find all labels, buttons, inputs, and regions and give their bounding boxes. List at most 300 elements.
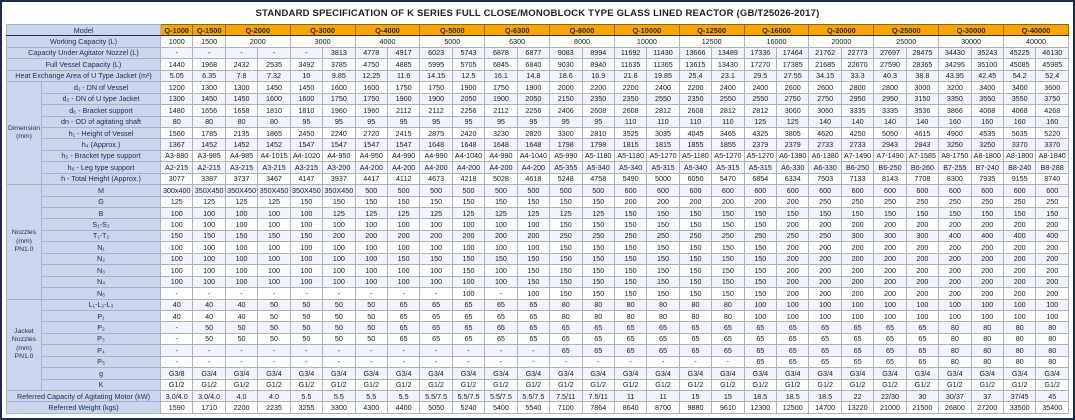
data-cell: G3/4 bbox=[874, 368, 906, 379]
data-cell: 200 bbox=[809, 288, 841, 299]
data-cell: 50 bbox=[323, 322, 355, 333]
data-cell: B8-288 bbox=[1036, 162, 1069, 173]
data-cell: 4535 bbox=[971, 127, 1003, 138]
data-cell: G3/4 bbox=[517, 368, 549, 379]
data-cell: 100 bbox=[225, 208, 257, 219]
data-cell: 1750 bbox=[355, 93, 387, 104]
data-cell: 65 bbox=[517, 299, 549, 310]
row-label: M bbox=[42, 185, 161, 196]
data-cell: 5.5 bbox=[355, 391, 387, 402]
data-cell: 42.45 bbox=[971, 70, 1003, 81]
data-cell: 150 bbox=[452, 265, 484, 276]
data-cell: 350X450 bbox=[259, 185, 289, 195]
data-cell: 200 bbox=[809, 265, 841, 276]
data-cell: 1367 bbox=[161, 139, 193, 150]
data-cell: 150 bbox=[582, 242, 614, 253]
data-cell: 150 bbox=[1003, 208, 1035, 219]
data-cell: 33.3 bbox=[841, 70, 873, 81]
data-cell: 65 bbox=[679, 345, 711, 356]
data-cell: 80 bbox=[939, 322, 971, 333]
data-cell: 150 bbox=[550, 253, 582, 264]
data-cell: 150 bbox=[647, 242, 679, 253]
data-cell: 40 bbox=[193, 310, 225, 321]
data-cell: 200 bbox=[841, 288, 873, 299]
data-cell: 95 bbox=[420, 116, 452, 127]
data-cell: - bbox=[679, 356, 711, 367]
data-cell: G1/2 bbox=[939, 379, 971, 390]
data-cell: 100 bbox=[355, 253, 387, 264]
data-cell: - bbox=[582, 356, 614, 367]
data-cell: 21500 bbox=[906, 402, 938, 413]
data-cell: 18.5 bbox=[777, 391, 809, 402]
data-cell: G1/2 bbox=[517, 379, 549, 390]
data-cell: 100 bbox=[809, 310, 841, 321]
data-cell: G3/4 bbox=[582, 368, 614, 379]
data-cell: 4.0 bbox=[225, 391, 257, 402]
data-cell: 80 bbox=[647, 310, 679, 321]
data-cell: 11430 bbox=[647, 47, 679, 58]
data-cell: 13666 bbox=[679, 47, 711, 58]
data-cell: 50 bbox=[225, 333, 257, 344]
data-cell: 200 bbox=[1036, 219, 1069, 230]
data-cell: 100 bbox=[1003, 299, 1035, 310]
data-cell: 12.5 bbox=[452, 70, 484, 81]
data-cell: 40.3 bbox=[874, 70, 906, 81]
model-header: Q-10000 bbox=[614, 25, 679, 36]
data-cell: 250 bbox=[550, 230, 582, 241]
data-cell: G1/2 bbox=[323, 379, 355, 390]
data-cell: 65 bbox=[582, 322, 614, 333]
data-cell: 2200 bbox=[679, 82, 711, 93]
data-cell: 150 bbox=[712, 276, 744, 287]
data-cell: 200 bbox=[939, 253, 971, 264]
data-cell: 14700 bbox=[809, 402, 841, 413]
data-cell: 65 bbox=[744, 345, 776, 356]
data-cell: 2733 bbox=[841, 139, 873, 150]
data-cell: 27200 bbox=[971, 402, 1003, 413]
data-cell: 12.25 bbox=[355, 70, 387, 81]
data-cell: 150 bbox=[582, 265, 614, 276]
data-cell: 140 bbox=[841, 116, 873, 127]
data-cell: 500 bbox=[517, 185, 549, 196]
data-cell: 150 bbox=[744, 265, 776, 276]
data-cell: 34295 bbox=[939, 59, 971, 70]
data-cell: 21.8 bbox=[614, 70, 646, 81]
data-cell: 3387 bbox=[193, 173, 225, 184]
data-cell: 150 bbox=[647, 219, 679, 230]
data-cell: 65 bbox=[420, 322, 452, 333]
data-cell: 50 bbox=[323, 310, 355, 321]
data-cell: 50 bbox=[290, 333, 322, 344]
data-cell: - bbox=[193, 356, 225, 367]
data-cell: 65 bbox=[874, 345, 906, 356]
data-cell: 100 bbox=[258, 276, 290, 287]
data-cell: 2150 bbox=[550, 93, 582, 104]
data-cell: 13489 bbox=[712, 47, 744, 58]
data-cell: 100 bbox=[420, 276, 452, 287]
data-cell: 6840 bbox=[517, 59, 549, 70]
data-cell: 200 bbox=[906, 219, 938, 230]
data-cell: - bbox=[712, 356, 744, 367]
data-cell: 200 bbox=[485, 230, 517, 241]
data-cell: 27590 bbox=[874, 59, 906, 70]
data-cell: 100 bbox=[517, 288, 549, 299]
model-header: Q-4000 bbox=[355, 25, 420, 36]
data-cell: G3/4 bbox=[355, 368, 387, 379]
data-cell: 16.9 bbox=[582, 70, 614, 81]
data-cell: 4885 bbox=[387, 59, 419, 70]
data-cell: 2420 bbox=[452, 127, 484, 138]
data-cell: A6-330 bbox=[777, 162, 809, 173]
data-cell: G1/2 bbox=[614, 379, 646, 390]
data-cell: 4147 bbox=[290, 173, 322, 184]
data-cell: 80 bbox=[582, 310, 614, 321]
data-cell: 12300 bbox=[744, 402, 776, 413]
working-capacity-cell: 8000 bbox=[550, 36, 615, 47]
data-cell: 65 bbox=[550, 322, 582, 333]
data-cell: 250 bbox=[971, 196, 1003, 207]
data-cell: 125 bbox=[387, 208, 419, 219]
data-cell: 80 bbox=[1003, 322, 1035, 333]
data-cell: 150 bbox=[777, 208, 809, 219]
working-capacity-cell: 2000 bbox=[225, 36, 290, 47]
data-cell: 200 bbox=[777, 196, 809, 207]
data-cell: 150 bbox=[971, 208, 1003, 219]
data-cell: 100 bbox=[161, 208, 193, 219]
data-cell: 150 bbox=[679, 242, 711, 253]
data-cell: 200 bbox=[679, 196, 711, 207]
data-cell: 65 bbox=[809, 333, 841, 344]
data-cell: 150 bbox=[647, 208, 679, 219]
data-cell: 95 bbox=[550, 116, 582, 127]
data-cell: 5.5 bbox=[290, 391, 322, 402]
data-cell: 65 bbox=[420, 299, 452, 310]
data-cell: - bbox=[485, 345, 517, 356]
row-label: N₂ bbox=[42, 253, 161, 264]
data-cell: 200 bbox=[841, 265, 873, 276]
data-cell: G3/4 bbox=[225, 368, 257, 379]
data-cell: A4-950 bbox=[355, 150, 387, 161]
data-cell: 200 bbox=[971, 265, 1003, 276]
data-cell: 65 bbox=[550, 333, 582, 344]
data-cell: 9610 bbox=[712, 402, 744, 413]
data-cell: 200 bbox=[647, 196, 679, 207]
data-cell: 200 bbox=[939, 288, 971, 299]
working-capacity-cell: 20000 bbox=[809, 36, 874, 47]
working-capacity-cell: 5000 bbox=[420, 36, 485, 47]
data-cell: 80 bbox=[971, 333, 1003, 344]
data-cell: 80 bbox=[1003, 345, 1035, 356]
data-cell: 1547 bbox=[387, 139, 419, 150]
data-cell: G3/4 bbox=[679, 368, 711, 379]
data-cell: 100 bbox=[939, 299, 971, 310]
data-cell: 600 bbox=[744, 185, 776, 196]
data-cell: 100 bbox=[874, 310, 906, 321]
data-cell: 6023 bbox=[420, 47, 452, 58]
data-cell: 500 bbox=[355, 185, 387, 196]
data-cell: - bbox=[485, 288, 517, 299]
data-cell: 46130 bbox=[1036, 47, 1069, 58]
data-cell: 2200 bbox=[582, 82, 614, 93]
data-cell: 100 bbox=[1003, 310, 1035, 321]
data-cell: 5028 bbox=[485, 173, 517, 184]
data-cell: 100 bbox=[225, 242, 257, 253]
data-cell: G3/4 bbox=[906, 368, 938, 379]
data-cell: - bbox=[420, 356, 452, 367]
data-cell: 65 bbox=[777, 356, 809, 367]
model-header: Q-25000 bbox=[874, 25, 939, 36]
data-cell: 150 bbox=[485, 253, 517, 264]
working-capacity-cell: 25000 bbox=[874, 36, 939, 47]
data-cell: 125 bbox=[258, 196, 290, 207]
data-cell: 100 bbox=[939, 310, 971, 321]
data-cell: 15 bbox=[679, 391, 711, 402]
data-cell: 200 bbox=[1036, 276, 1069, 287]
data-cell: A4-200 bbox=[420, 162, 452, 173]
data-cell: 400 bbox=[1003, 230, 1035, 241]
data-cell: 7935 bbox=[971, 173, 1003, 184]
data-cell: 200 bbox=[1003, 253, 1035, 264]
data-cell: 200 bbox=[939, 276, 971, 287]
data-cell: G1/2 bbox=[1003, 379, 1035, 390]
data-cell: 140 bbox=[906, 116, 938, 127]
data-cell: 2400 bbox=[712, 82, 744, 93]
data-cell: 150 bbox=[258, 230, 290, 241]
data-cell: 50 bbox=[258, 333, 290, 344]
data-cell: 150 bbox=[744, 242, 776, 253]
group-label: Dimension (mm) bbox=[7, 82, 42, 185]
data-cell: 4615 bbox=[906, 127, 938, 138]
data-cell: 150 bbox=[290, 196, 322, 207]
data-cell: 7503 bbox=[809, 173, 841, 184]
data-cell: 80 bbox=[1036, 345, 1069, 356]
data-cell: 2535 bbox=[258, 59, 290, 70]
data-cell: 100 bbox=[225, 253, 257, 264]
data-cell: - bbox=[323, 345, 355, 356]
data-cell: A3-215 bbox=[225, 162, 257, 173]
data-cell: 80 bbox=[971, 345, 1003, 356]
data-cell: 3300 bbox=[550, 127, 582, 138]
data-cell: 22670 bbox=[841, 59, 873, 70]
data-cell: 50 bbox=[290, 310, 322, 321]
data-cell: 2720 bbox=[355, 127, 387, 138]
data-cell: 65 bbox=[452, 310, 484, 321]
data-cell: 7.8 bbox=[225, 70, 257, 81]
data-cell: 150 bbox=[420, 253, 452, 264]
data-cell: 3536 bbox=[906, 105, 938, 116]
data-cell: 3250 bbox=[971, 139, 1003, 150]
row-label: d₂ - DN of U type Jacket bbox=[42, 93, 161, 104]
data-cell: 65 bbox=[452, 333, 484, 344]
data-cell: 1547 bbox=[290, 139, 322, 150]
data-cell: 80 bbox=[712, 310, 744, 321]
data-cell: 45985 bbox=[1036, 59, 1069, 70]
data-cell: 150 bbox=[614, 276, 646, 287]
working-capacity-cell: 1500 bbox=[193, 36, 225, 47]
data-cell: 300 bbox=[841, 230, 873, 241]
data-cell: G1/2 bbox=[582, 379, 614, 390]
data-cell: 65 bbox=[517, 322, 549, 333]
data-cell: 200 bbox=[1003, 242, 1035, 253]
data-cell: 3077 bbox=[161, 173, 193, 184]
data-cell: A4-990 bbox=[387, 150, 419, 161]
data-cell: 26800 bbox=[939, 402, 971, 413]
data-cell: 3813 bbox=[323, 47, 355, 58]
data-cell: 600 bbox=[712, 185, 744, 196]
data-cell: 95 bbox=[387, 116, 419, 127]
data-cell: 12500 bbox=[777, 402, 809, 413]
model-header: Q-6300 bbox=[485, 25, 550, 36]
data-cell: 100 bbox=[452, 219, 484, 230]
data-cell: 28365 bbox=[906, 59, 938, 70]
data-cell: 65 bbox=[874, 356, 906, 367]
data-cell: B7-255 bbox=[939, 162, 971, 173]
data-cell: 100 bbox=[258, 219, 290, 230]
data-cell: 200 bbox=[906, 288, 938, 299]
data-cell: 14.15 bbox=[420, 70, 452, 81]
data-cell: A5-355 bbox=[550, 162, 582, 173]
data-cell: 2235 bbox=[258, 402, 290, 413]
data-cell: 5470 bbox=[712, 173, 744, 184]
row-label: g bbox=[42, 368, 161, 379]
data-cell: 4417 bbox=[355, 173, 387, 184]
data-cell: 7.5/11 bbox=[582, 391, 614, 402]
data-cell: 200 bbox=[1003, 219, 1035, 230]
data-cell: - bbox=[258, 345, 290, 356]
data-cell: 100 bbox=[777, 299, 809, 310]
data-cell: 2943 bbox=[906, 139, 938, 150]
data-cell: 150 bbox=[193, 230, 225, 241]
data-cell: 65 bbox=[420, 333, 452, 344]
data-cell: - bbox=[517, 345, 549, 356]
data-cell: A8-1840 bbox=[1036, 150, 1069, 161]
data-cell: 4618 bbox=[517, 173, 549, 184]
data-cell: B8-240 bbox=[1003, 162, 1035, 173]
data-cell: 100 bbox=[452, 288, 484, 299]
data-cell: G3/4 bbox=[1003, 368, 1035, 379]
data-cell: A6-1380 bbox=[777, 150, 809, 161]
data-cell: 28475 bbox=[906, 47, 938, 58]
data-cell: 200 bbox=[874, 265, 906, 276]
data-cell: 1600 bbox=[258, 93, 290, 104]
data-cell: 100 bbox=[387, 242, 419, 253]
data-cell: 3200 bbox=[939, 82, 971, 93]
data-cell: 65 bbox=[744, 356, 776, 367]
data-cell: 17464 bbox=[777, 47, 809, 58]
data-cell: 100 bbox=[906, 299, 938, 310]
data-cell: 5000 bbox=[647, 173, 679, 184]
row-label: P₁ bbox=[42, 310, 161, 321]
data-cell: 1452 bbox=[225, 139, 257, 150]
data-cell: 100 bbox=[258, 265, 290, 276]
data-cell: 100 bbox=[355, 219, 387, 230]
data-cell: 2812 bbox=[647, 105, 679, 116]
data-cell: - bbox=[193, 47, 225, 58]
data-cell: 80 bbox=[1003, 356, 1035, 367]
data-cell: 1750 bbox=[485, 82, 517, 93]
data-cell: 2256 bbox=[452, 105, 484, 116]
data-cell: 150 bbox=[550, 219, 582, 230]
data-cell: A4-985 bbox=[225, 150, 257, 161]
data-cell: 2350 bbox=[614, 93, 646, 104]
data-cell: - bbox=[161, 322, 193, 333]
data-cell: 35100 bbox=[971, 59, 1003, 70]
data-cell: 4917 bbox=[387, 47, 419, 58]
data-cell: 18.6 bbox=[550, 70, 582, 81]
data-cell: 2750 bbox=[809, 93, 841, 104]
data-cell: 150 bbox=[874, 208, 906, 219]
row-label: Working Capacity (L) bbox=[7, 36, 161, 47]
data-cell: 16.1 bbox=[485, 70, 517, 81]
data-cell: 250 bbox=[582, 230, 614, 241]
data-cell: 100 bbox=[225, 276, 257, 287]
data-cell: 600 bbox=[614, 185, 646, 196]
data-cell: 65 bbox=[906, 345, 938, 356]
data-cell: G1/2 bbox=[290, 379, 322, 390]
data-cell: 80 bbox=[582, 299, 614, 310]
data-cell: 100 bbox=[420, 242, 452, 253]
data-cell: A5-1270 bbox=[712, 150, 744, 161]
working-capacity-cell: 1000 bbox=[161, 36, 193, 47]
data-cell: 100 bbox=[485, 265, 517, 276]
data-cell: A5-315 bbox=[744, 162, 776, 173]
data-cell: 80 bbox=[1036, 322, 1069, 333]
data-cell: 1600 bbox=[355, 82, 387, 93]
data-cell: 80 bbox=[225, 116, 257, 127]
data-cell: G1/2 bbox=[841, 379, 873, 390]
data-cell: A5-340 bbox=[679, 162, 711, 173]
data-cell: 2050 bbox=[452, 93, 484, 104]
data-cell: 50 bbox=[355, 310, 387, 321]
data-cell: 200 bbox=[517, 230, 549, 241]
data-cell: A4-200 bbox=[387, 162, 419, 173]
data-cell: 80 bbox=[161, 116, 193, 127]
data-cell: 150 bbox=[582, 253, 614, 264]
data-cell: 100 bbox=[193, 253, 225, 264]
data-cell: 150 bbox=[323, 196, 355, 207]
data-cell: 100 bbox=[225, 265, 257, 276]
data-cell: - bbox=[225, 288, 257, 299]
data-cell: 35400 bbox=[1036, 402, 1069, 413]
data-cell: 5.05 bbox=[161, 70, 193, 81]
data-cell: 9155 bbox=[1003, 173, 1035, 184]
data-cell: 1450 bbox=[193, 93, 225, 104]
data-cell: 65 bbox=[777, 345, 809, 356]
data-cell: 65 bbox=[614, 322, 646, 333]
data-cell: 100 bbox=[323, 219, 355, 230]
data-cell: 100 bbox=[258, 242, 290, 253]
data-cell: 150 bbox=[614, 242, 646, 253]
data-cell: 5635 bbox=[1003, 127, 1035, 138]
data-cell: 65 bbox=[777, 322, 809, 333]
data-cell: 125 bbox=[225, 196, 257, 207]
data-cell: 65 bbox=[712, 345, 744, 356]
data-cell: A4-200 bbox=[355, 162, 387, 173]
data-cell: 50 bbox=[258, 322, 290, 333]
data-cell: - bbox=[225, 356, 257, 367]
data-cell: G3/4 bbox=[485, 368, 517, 379]
data-cell: 5.5/7.5 bbox=[485, 391, 517, 402]
data-cell: 2733 bbox=[809, 139, 841, 150]
data-cell: 1900 bbox=[517, 82, 549, 93]
data-cell: 95 bbox=[290, 116, 322, 127]
data-cell: 250 bbox=[712, 230, 744, 241]
data-cell: 1865 bbox=[258, 127, 290, 138]
data-cell: A3-985 bbox=[193, 150, 225, 161]
data-cell: 1547 bbox=[355, 139, 387, 150]
data-cell: 200 bbox=[809, 219, 841, 230]
data-cell: 150 bbox=[550, 265, 582, 276]
